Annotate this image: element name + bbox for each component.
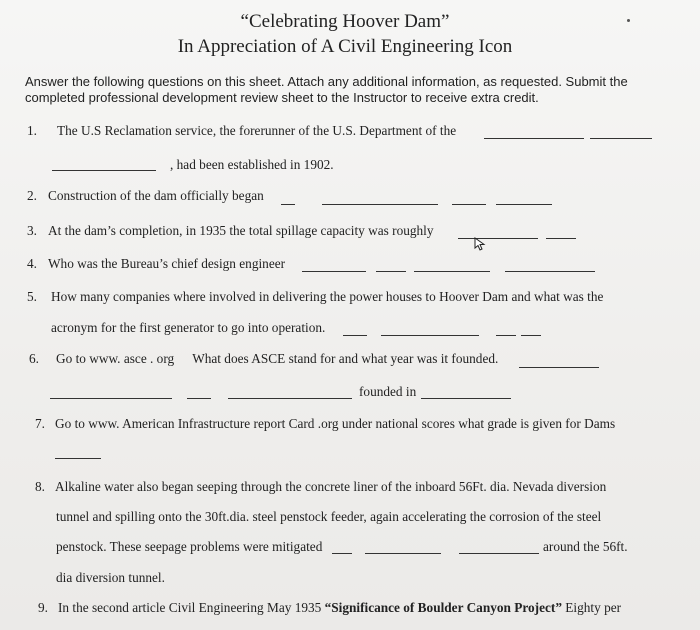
answer-blank[interactable] [496,204,552,205]
question-5-continued: acronym for the first generator to go into operation. [51,320,326,335]
answer-blank[interactable] [458,238,538,239]
answer-blank[interactable] [590,138,652,139]
question-text-2: What does ASCE stand for and what year was it founded. [192,351,499,366]
answer-blank[interactable] [381,335,479,336]
question-1-continued: , had been established in 1902. [170,157,334,172]
answer-blank[interactable] [505,271,595,272]
question-text: Who was the Bureau’s chief design engineer [48,256,286,271]
question-7 [35,416,615,432]
question-8-line-3b: around the 56ft. [543,539,628,554]
question-text: How many companies where involved in delivering the power houses to Hoover Dam and what was the [51,289,604,304]
question-number: 1. [27,123,37,138]
paper-speck [627,19,630,22]
question-8-line-4: dia diversion tunnel. [56,570,165,585]
question-9 [38,600,621,616]
question-number: 8. [35,479,45,494]
answer-blank[interactable] [52,170,156,171]
answer-blank[interactable] [343,335,367,336]
answer-blank[interactable] [519,367,599,368]
question-8-line-2: tunnel and spilling onto the 30ft.dia. steel penstock feeder, again accelerating the corrosion of the steel [56,509,602,524]
answer-blank[interactable] [55,458,101,459]
answer-blank[interactable] [322,204,438,205]
question-6 [29,351,498,367]
question-number: 3. [27,223,37,238]
question-text: Alkaline water also began seeping through the concrete liner of the inboard 56Ft. dia. Nevada diversion [55,479,607,494]
question-text: Go to www. American Infrastructure report Card .org under national scores what grade is given for Dams [55,416,616,431]
question-text: At the dam’s completion, in 1935 the total spillage capacity was roughly [48,223,434,238]
instructions-text: Answer the following questions on this sheet. Attach any additional information, as requested. Submit the completed professional development review sheet to the Instructor to receive extra credit. [25,74,628,105]
answer-blank[interactable] [546,238,576,239]
answer-blank[interactable] [376,271,406,272]
question-number: 9. [38,600,48,615]
page-subtitle: In Appreciation of A Civil Engineering Icon [177,36,513,57]
question-number: 4. [27,256,37,271]
answer-blank[interactable] [459,553,539,554]
answer-blank[interactable] [452,204,486,205]
question-text: In the second article Civil Engineering May 1935 [58,600,325,615]
question-5 [27,289,603,305]
question-number: 7. [35,416,45,431]
question-8-line-3: penstock. These seepage problems were mitigated [56,539,323,554]
article-title: “Significance of Boulder Canyon Project” [324,600,562,615]
answer-blank[interactable] [187,398,211,399]
question-text-2: Eighty per [561,600,622,615]
question-text: Go to www. asce . org [56,351,175,366]
question-number: 5. [27,289,37,304]
question-2 [27,188,264,204]
answer-blank[interactable] [414,271,490,272]
question-1 [27,123,456,139]
mouse-pointer-icon [473,237,487,251]
answer-blank[interactable] [365,553,441,554]
question-text: The U.S Reclamation service, the forerunner of the U.S. Department of the [57,123,457,138]
answer-blank[interactable] [50,398,172,399]
question-number: 6. [29,351,39,366]
answer-blank[interactable] [228,398,352,399]
page-title: “Celebrating Hoover Dam” [240,11,450,32]
answer-blank[interactable] [521,335,541,336]
question-8 [35,479,606,495]
answer-blank[interactable] [421,398,511,399]
founded-in-label: founded in [359,384,417,399]
question-4 [27,256,285,272]
question-number: 2. [27,188,37,203]
answer-blank[interactable] [484,138,584,139]
question-3 [27,223,434,239]
answer-blank[interactable] [496,335,516,336]
answer-blank[interactable] [332,553,352,554]
answer-blank[interactable] [281,204,295,205]
answer-blank[interactable] [302,271,366,272]
question-text: Construction of the dam officially began [48,188,264,203]
